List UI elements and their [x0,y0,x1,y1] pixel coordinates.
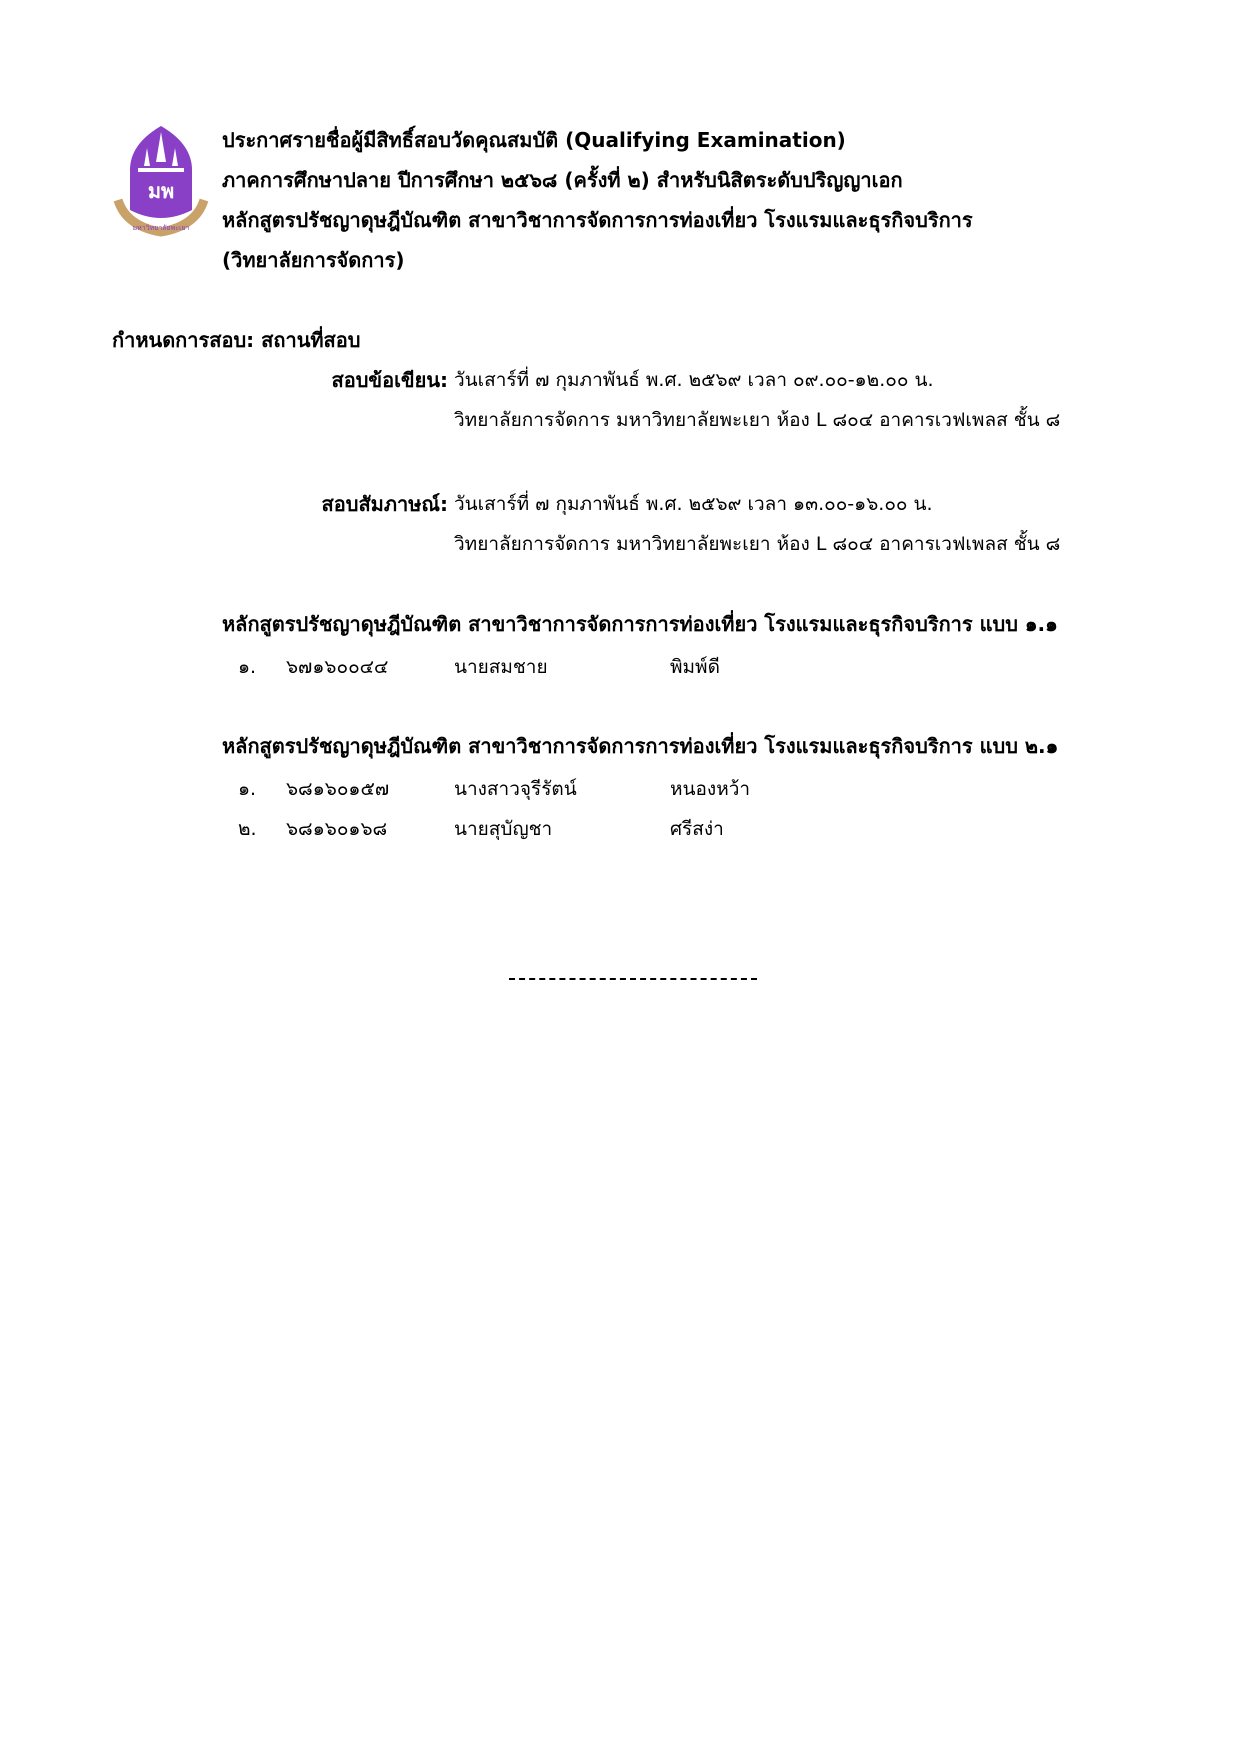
interview-exam-location: วิทยาลัยการจัดการ มหาวิทยาลัยพะเยา ห้อง L ๘๐๔ อาคารเวฟเพลส ชั้น ๘ [454,533,1061,555]
student-id: ๖๘๑๖๐๑๖๘ [286,818,388,840]
student-id: ๖๗๑๖๐๐๔๔ [286,656,389,678]
schedule-title: กำหนดการสอบ: สถานที่สอบ [112,328,361,352]
university-logo [112,122,210,240]
student-number: ๑. [238,778,257,800]
student-first-name: นางสาวจุรีรัตน์ [454,778,577,800]
student-number: ๑. [238,656,257,678]
student-first-name: นายสุบัญชา [454,818,553,840]
interview-exam-label: สอบสัมภาษณ์: [321,492,448,516]
student-number: ๒. [238,818,257,840]
program-title-2-1: หลักสูตรปรัชญาดุษฎีบัณฑิต สาขาวิชาการจัดการการท่องเที่ยว โรงแรมและธุรกิจบริการ แบบ ๒.๑ [222,734,1059,758]
interview-exam-datetime: วันเสาร์ที่ ๗ กุมภาพันธ์ พ.ศ. ๒๕๖๙ เวลา ๑๓.๐๐-๑๖.๐๐ น. [454,493,933,515]
header-line-2: ภาคการศึกษาปลาย ปีการศึกษา ๒๕๖๘ (ครั้งที่ ๒) สำหรับนิสิตระดับปริญญาเอก [222,168,903,192]
written-exam-location: วิทยาลัยการจัดการ มหาวิทยาลัยพะเยา ห้อง L ๘๐๔ อาคารเวฟเพลส ชั้น ๘ [454,409,1061,431]
student-id: ๖๘๑๖๐๑๕๗ [286,778,390,800]
header-line-3: หลักสูตรปรัชญาดุษฎีบัณฑิต สาขาวิชาการจัดการการท่องเที่ยว โรงแรมและธุรกิจบริการ [222,208,973,232]
written-exam-datetime: วันเสาร์ที่ ๗ กุมภาพันธ์ พ.ศ. ๒๕๖๙ เวลา ๐๙.๐๐-๑๒.๐๐ น. [454,369,934,391]
header-line-4: (วิทยาลัยการจัดการ) [222,248,405,272]
student-first-name: นายสมชาย [454,656,548,678]
announcement-header [222,120,1182,280]
svg-text:มหาวิทยาลัยพะเยา: มหาวิทยาลัยพะเยา [132,224,190,232]
end-divider [509,978,757,980]
student-row [238,774,1038,814]
written-exam-label: สอบข้อเขียน: [331,368,448,392]
program-title-1-1: หลักสูตรปรัชญาดุษฎีบัณฑิต สาขาวิชาการจัดการการท่องเที่ยว โรงแรมและธุรกิจบริการ แบบ ๑.๑ [222,612,1058,636]
student-last-name: ศรีสง่า [670,818,724,840]
svg-text:มพ: มพ [147,179,175,203]
student-last-name: หนองหว้า [670,778,751,800]
student-row [238,652,1038,692]
student-row [238,814,1038,854]
student-last-name: พิมพ์ดี [670,656,720,678]
header-line-1: ประกาศรายชื่อผู้มีสิทธิ์สอบวัดคุณสมบัติ (Qualifying Examination) [222,128,846,152]
